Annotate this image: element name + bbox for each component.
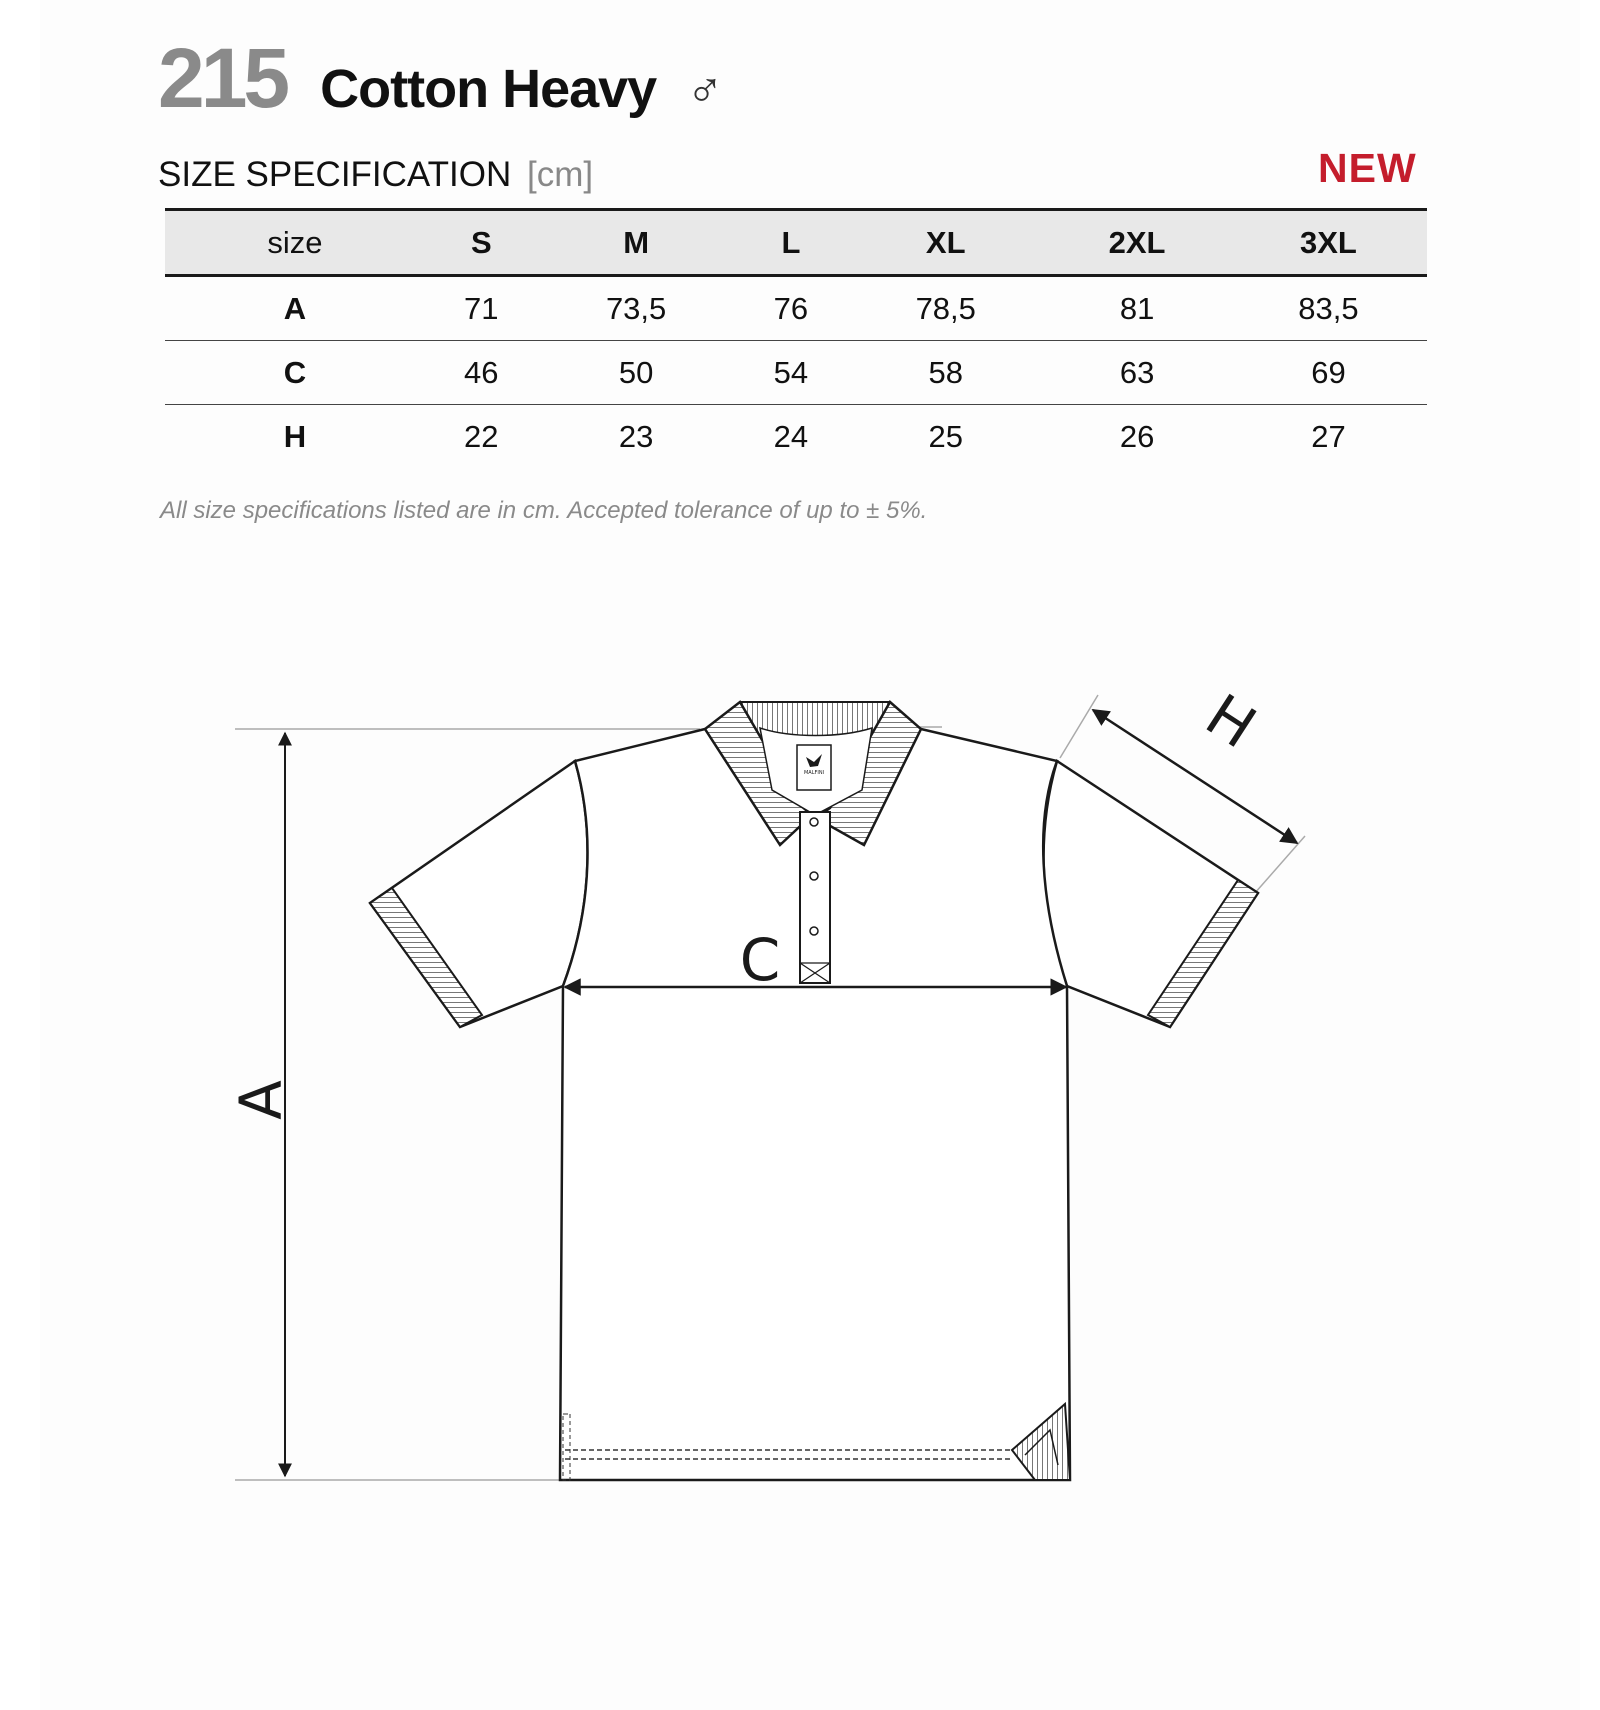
size-col-s: S <box>425 210 538 276</box>
product-code: 215 <box>158 31 287 125</box>
new-badge: NEW <box>1318 145 1417 191</box>
table-cell: 26 <box>1119 418 1155 454</box>
label-c: C <box>739 926 781 994</box>
product-name: Cotton Heavy <box>320 59 657 119</box>
table-cell: 71 <box>425 276 538 341</box>
spec-title-text: SIZE SPECIFICATION <box>158 155 512 194</box>
label-brand: MALFINI <box>803 770 825 776</box>
size-col-2xl: 2XL <box>1044 210 1230 276</box>
table-cell: 25 <box>928 418 963 454</box>
table-cell: 81 <box>1044 276 1230 341</box>
placket <box>800 812 830 983</box>
table-cell: 76 <box>735 276 848 341</box>
right-sleeve <box>1044 761 1258 1027</box>
table-cell: 50 <box>538 341 735 405</box>
label-h: H <box>1194 680 1268 762</box>
spec-unit: [cm] <box>527 155 594 194</box>
row-label: A <box>165 276 425 341</box>
male-icon: ♂ <box>686 62 724 118</box>
table-cell: 46 <box>425 341 538 405</box>
size-col-l: L <box>735 210 848 276</box>
table-cell: 69 <box>1230 341 1427 405</box>
label-a: A <box>227 1080 295 1120</box>
table-cell: 22 <box>464 418 499 454</box>
size-col-3xl: 3XL <box>1230 210 1427 276</box>
left-sleeve <box>370 761 588 1027</box>
table-cell: 83,5 <box>1230 276 1427 341</box>
table-cell: 23 <box>618 418 654 454</box>
dimension-a <box>227 733 295 1476</box>
table-cell: 78,5 <box>847 276 1044 341</box>
neck-label <box>797 745 831 790</box>
size-header-label: size <box>165 210 425 276</box>
table-cell: 73,5 <box>538 276 735 341</box>
table-cell: 24 <box>773 418 809 454</box>
table-cell: 58 <box>847 341 1044 405</box>
table-cell: 63 <box>1044 341 1230 405</box>
row-label: C <box>165 341 425 405</box>
row-label: H <box>283 418 307 454</box>
size-col-m: M <box>538 210 735 276</box>
table-cell: 27 <box>1311 418 1346 454</box>
table-cell: 54 <box>735 341 848 405</box>
size-col-xl: XL <box>847 210 1044 276</box>
tolerance-note: All size specifications listed are in cm. Accepted tolerance of up to ± 5%. <box>160 497 928 524</box>
